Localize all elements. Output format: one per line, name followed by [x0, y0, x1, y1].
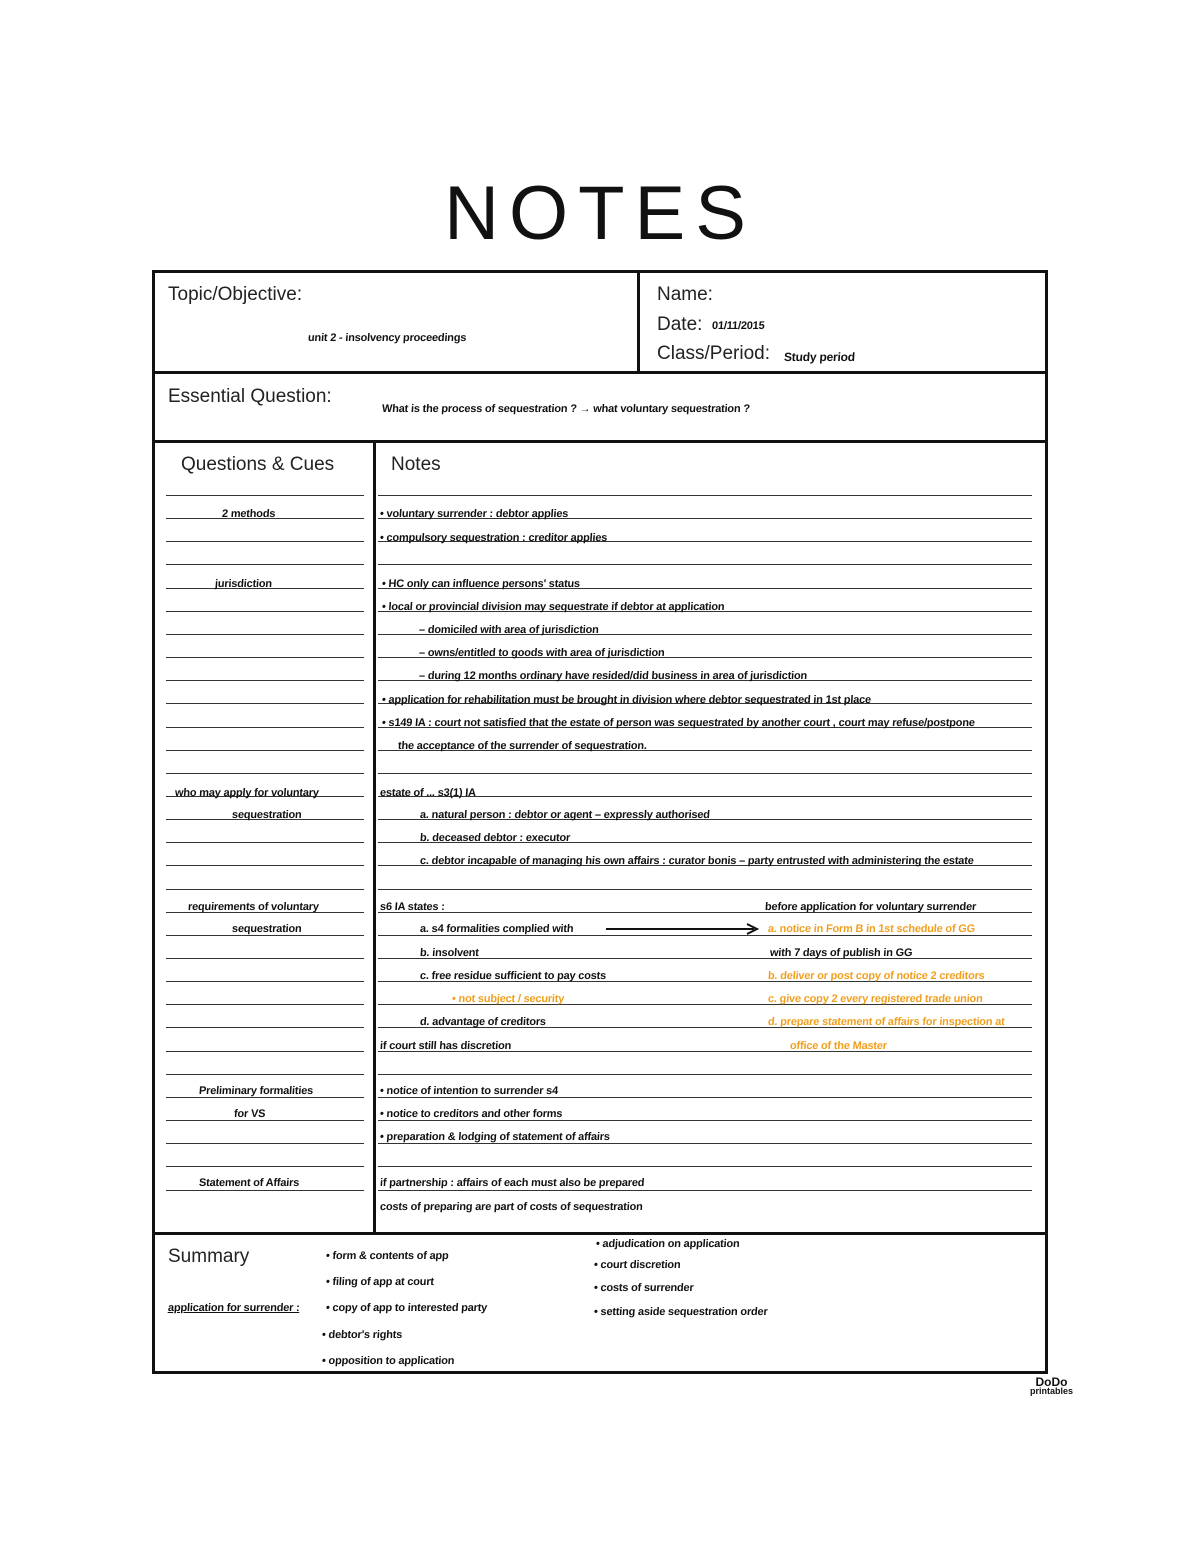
ruled-line — [166, 773, 364, 774]
note-line: b. deliver or post copy of notice 2 creditors — [767, 970, 985, 982]
date-value: 01/11/2015 — [711, 320, 765, 332]
summary-item: • debtor's rights — [321, 1329, 403, 1341]
ruled-line — [166, 564, 364, 565]
brand-logo-line2: printables — [1030, 1386, 1074, 1396]
ruled-line — [166, 680, 364, 681]
note-line: a. natural person : debtor or agent – expressly authorised — [419, 809, 711, 821]
note-line: • local or provincial division may sequestrate if debtor at application — [381, 601, 725, 613]
note-line: the acceptance of the surrender of sequestration. — [397, 740, 648, 752]
cue-text: for VS — [233, 1108, 266, 1120]
ruled-line — [166, 1120, 364, 1121]
essential-bottom-border — [152, 440, 1048, 443]
note-line: before application for voluntary surrender — [764, 901, 977, 913]
note-line: c. give copy 2 every registered trade union — [767, 993, 983, 1005]
note-line: office of the Master — [789, 1040, 888, 1052]
name-label: Name: — [657, 284, 713, 305]
note-line: c. debtor incapable of managing his own affairs : curator bonis – party entrusted with administering the estate — [419, 855, 974, 867]
summary-item: • adjudication on application — [595, 1238, 740, 1250]
ruled-line — [378, 1074, 1032, 1075]
note-line: b. deceased debtor : executor — [419, 832, 571, 844]
essential-question-value: What is the process of sequestration ? → what voluntary sequestration ? — [381, 403, 751, 415]
note-line: c. free residue sufficient to pay costs — [419, 970, 607, 982]
ruled-line — [166, 1166, 364, 1167]
ruled-line — [166, 1097, 364, 1098]
summary-item: • filing of app at court — [325, 1276, 435, 1288]
note-line: d. advantage of creditors — [419, 1016, 547, 1028]
ruled-line — [166, 1074, 364, 1075]
ruled-line — [166, 842, 364, 843]
ruled-line — [378, 773, 1032, 774]
cues-notes-divider — [373, 440, 376, 1234]
ruled-line — [166, 657, 364, 658]
ruled-line — [166, 541, 364, 542]
note-line: • s149 IA : court not satisfied that the estate of person was sequestrated by another court , court may refuse/postpone — [381, 717, 976, 729]
ruled-line — [166, 495, 364, 496]
summary-item: • court discretion — [593, 1259, 681, 1271]
ruled-line — [166, 1004, 364, 1005]
topic-value: unit 2 - insolvency proceedings — [307, 332, 467, 344]
header-divider — [637, 270, 640, 373]
summary-item: • form & contents of app — [325, 1250, 449, 1262]
ruled-line — [166, 1027, 364, 1028]
topic-label: Topic/Objective: — [168, 284, 303, 305]
class-label: Class/Period: — [657, 343, 770, 364]
note-line: • voluntary surrender : debtor applies — [379, 508, 569, 520]
ruled-line — [378, 1097, 1032, 1098]
note-line: – owns/entitled to goods with area of jurisdiction — [418, 647, 665, 659]
ruled-line — [378, 495, 1032, 496]
ruled-line — [378, 1166, 1032, 1167]
summary-item: • opposition to application — [321, 1355, 455, 1367]
ruled-line — [166, 611, 364, 612]
note-line: if court still has discretion — [379, 1040, 512, 1052]
summary-top-border — [152, 1232, 1048, 1235]
note-line: • application for rehabilitation must be brought in division where debtor sequestrated in 1st place — [381, 694, 872, 706]
notes-heading: Notes — [391, 454, 441, 475]
note-line: • notice to creditors and other forms — [379, 1108, 563, 1120]
note-line: • compulsory sequestration : creditor applies — [379, 532, 608, 544]
ruled-line — [378, 1120, 1032, 1121]
cue-text: 2 methods — [221, 508, 276, 520]
ruled-line — [166, 1143, 364, 1144]
summary-item: • costs of surrender — [593, 1282, 694, 1294]
cue-text: requirements of voluntary — [187, 901, 320, 913]
summary-item: • setting aside sequestration order — [593, 1306, 768, 1318]
note-line: if partnership : affairs of each must also be prepared — [379, 1177, 645, 1189]
note-line: a. notice in Form B in 1st schedule of GG — [767, 923, 976, 935]
page-title: NOTES — [444, 171, 756, 256]
note-line: b. insolvent — [419, 947, 480, 959]
ruled-line — [166, 727, 364, 728]
note-line: d. prepare statement of affairs for inspection at — [767, 1016, 1005, 1028]
ruled-line — [166, 889, 364, 890]
summary-item: • copy of app to interested party — [325, 1302, 488, 1314]
ruled-line — [378, 1190, 1032, 1191]
ruled-line — [166, 865, 364, 866]
cue-text: who may apply for voluntary — [174, 787, 320, 799]
summary-sublabel: application for surrender : — [167, 1302, 300, 1314]
note-line: • not subject / security — [451, 993, 565, 1005]
brand-logo — [1030, 1375, 1074, 1396]
ruled-line — [166, 958, 364, 959]
essential-question-label: Essential Question: — [168, 386, 332, 407]
ruled-line — [378, 1143, 1032, 1144]
ruled-line — [166, 1190, 364, 1191]
arrow-icon — [604, 922, 764, 936]
note-line: with 7 days of publish in GG — [769, 947, 913, 959]
cue-text: Statement of Affairs — [198, 1177, 300, 1189]
ruled-line — [166, 634, 364, 635]
ruled-line — [166, 1051, 364, 1052]
cue-text: Preliminary formalities — [198, 1085, 314, 1097]
brand-logo-line1: DoDo — [1035, 1375, 1068, 1389]
summary-label: Summary — [168, 1246, 250, 1267]
note-line: costs of preparing are part of costs of sequestration — [379, 1201, 644, 1213]
cue-text: sequestration — [231, 809, 302, 821]
ruled-line — [378, 564, 1032, 565]
note-line: a. s4 formalities complied with — [419, 923, 574, 935]
ruled-line — [166, 750, 364, 751]
class-value: Study period — [783, 350, 856, 364]
note-line: s6 IA states : — [379, 901, 446, 913]
note-line: • preparation & lodging of statement of affairs — [379, 1131, 611, 1143]
ruled-line — [166, 703, 364, 704]
cues-heading: Questions & Cues — [181, 454, 335, 475]
note-line: estate of ... s3(1) IA — [379, 787, 477, 799]
note-line: – during 12 months ordinary have resided/did business in area of jurisdiction — [418, 670, 808, 682]
cue-text: sequestration — [231, 923, 302, 935]
note-line: – domiciled with area of jurisdiction — [418, 624, 600, 636]
note-line: • HC only can influence persons' status — [381, 578, 581, 590]
header-bottom-border — [152, 371, 1048, 374]
date-label: Date: — [657, 314, 703, 335]
cue-text: jurisdiction — [214, 578, 273, 590]
ruled-line — [166, 981, 364, 982]
note-line: • notice of intention to surrender s4 — [379, 1085, 559, 1097]
ruled-line — [378, 889, 1032, 890]
ruled-line — [378, 796, 1032, 797]
